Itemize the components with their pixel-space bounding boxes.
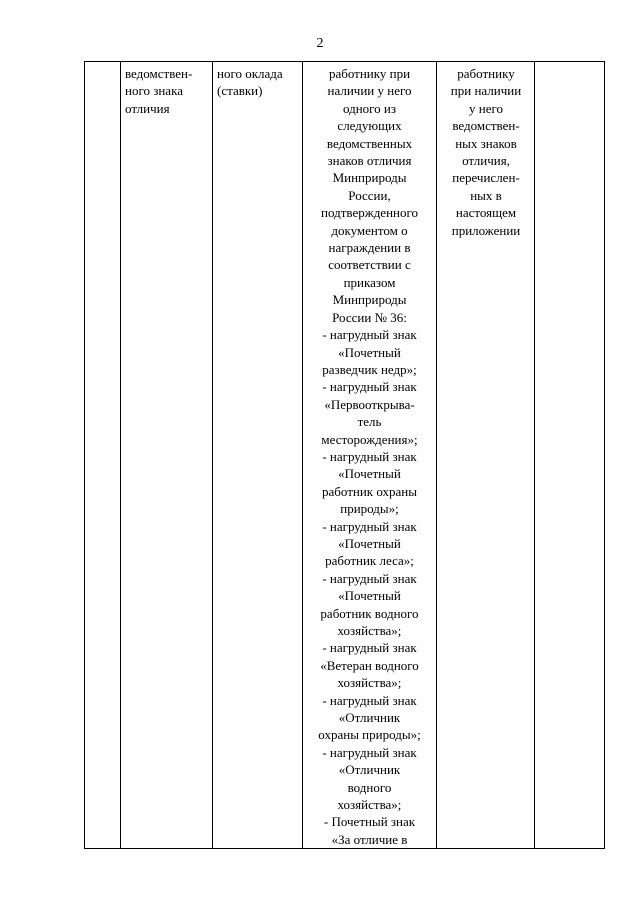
cell-text-line: хозяйства»;	[337, 797, 402, 813]
cell-text-line: «Почетный	[338, 588, 401, 604]
cell-text-line: одного из	[342, 100, 397, 116]
cell-text-line: Минприроды	[332, 292, 407, 308]
cell-text-line: отличия,	[462, 153, 510, 169]
document-table	[84, 61, 605, 849]
cell-text-line: ных знаков	[455, 135, 517, 151]
cell-text-line: - нагрудный знак	[322, 744, 417, 760]
cell-text-line: «Почетный	[338, 535, 401, 551]
cell-text-line: водного	[347, 779, 392, 795]
cell-text-line: России,	[348, 187, 391, 203]
table-cell-number	[85, 62, 121, 849]
cell-text-line: - нагрудный знак	[322, 570, 417, 586]
cell-text-line: подтвержденного	[321, 205, 418, 221]
cell-text-line: следующих	[337, 118, 402, 134]
cell-text-line: у него	[469, 100, 503, 116]
cell-text-line: ведомствен-	[125, 66, 193, 81]
cell-text-line: «Почетный	[338, 344, 401, 360]
cell-text-line: охраны природы»;	[318, 727, 421, 743]
cell-text-line: работнику	[457, 66, 515, 81]
cell-text-line: хозяйства»;	[337, 675, 402, 691]
cell-text-line: знаков отличия	[327, 153, 412, 169]
cell-text-line: - нагрудный знак	[322, 640, 417, 656]
cell-text-line: работник леса»;	[325, 553, 414, 569]
cell-text-line: настоящем	[455, 205, 517, 221]
table-cell-category	[121, 62, 213, 849]
cell-text-line: приказом	[343, 274, 396, 290]
cell-text-line: награждении в	[328, 240, 411, 256]
cell-text-line: - нагрудный знак	[322, 692, 417, 708]
cell-text-line: «Почетный	[338, 466, 401, 482]
table-cell-conditions	[303, 62, 437, 849]
cell-text-line: разведчик недр»;	[322, 361, 417, 377]
cell-text-line: документом о	[331, 222, 408, 238]
page-number: 2	[316, 36, 324, 51]
cell-text-line: «Ветеран водного	[320, 657, 419, 673]
cell-text-line: хозяйства»;	[337, 623, 402, 638]
cell-text-line: соответствии с	[328, 257, 411, 273]
cell-text-line: «Отличник	[338, 762, 401, 778]
cell-text-line: приложении	[451, 222, 521, 238]
table-cell-recipients	[437, 62, 535, 849]
cell-text-line: работнику при	[328, 66, 411, 81]
table-cell-amount	[535, 62, 605, 849]
cell-text-line: - нагрудный знак	[322, 379, 417, 395]
cell-text-line: - нагрудный знак	[322, 327, 417, 343]
cell-text-line: - нагрудный знак	[322, 448, 417, 464]
cell-text-line: отличия	[125, 100, 170, 116]
cell-text-line: «Первооткрыва-	[324, 396, 415, 412]
table-cell-base	[213, 62, 303, 849]
cell-text-line: «За отличие в	[331, 831, 408, 847]
cell-text-line: (ставки)	[217, 83, 263, 99]
cell-text-line: ных в	[470, 187, 502, 203]
cell-text-line: Минприроды	[332, 170, 407, 186]
cell-text-line: России № 36:	[332, 309, 407, 325]
cell-text-line: тель	[357, 414, 382, 430]
table-row	[85, 62, 605, 849]
cell-text-line: перечислен-	[452, 170, 520, 186]
cell-text-line: ного оклада	[217, 66, 283, 81]
cell-text-line: «Отличник	[338, 710, 401, 726]
cell-text-line: ведомствен-	[452, 118, 520, 134]
cell-text-line: месторождения»;	[321, 431, 418, 447]
cell-text-line: работник охраны	[321, 483, 417, 499]
cell-text-line: при наличии	[450, 83, 522, 99]
cell-text-line: ведомственных	[326, 135, 413, 151]
cell-text-line: - Почетный знак	[323, 814, 416, 830]
cell-text-line: наличии у него	[327, 83, 412, 99]
cell-text-line: природы»;	[340, 501, 399, 517]
cell-text-line: работник водного	[320, 605, 419, 621]
cell-text-line: - нагрудный знак	[322, 518, 417, 534]
cell-text-line: ного знака	[125, 83, 183, 99]
